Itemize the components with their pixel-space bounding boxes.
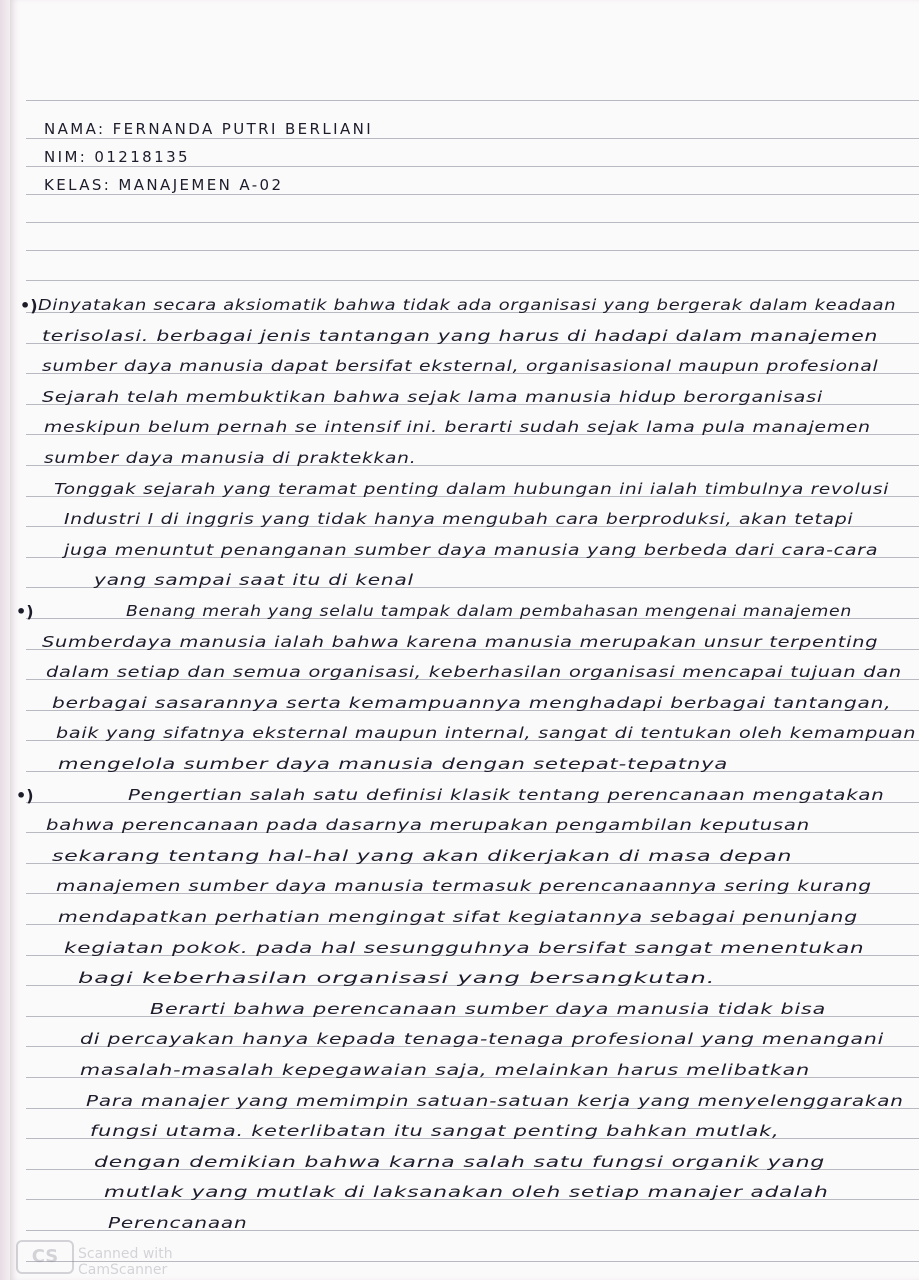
student-name: NAMA: FERNANDA PUTRI BERLIANI (44, 120, 374, 138)
student-nim: NIM: 01218135 (44, 148, 190, 166)
notebook-page (10, 0, 919, 1280)
ruled-line (26, 100, 919, 101)
text-line: manajemen sumber daya manusia termasuk perencanaannya sering kurang (56, 877, 872, 895)
text-line: yang sampai saat itu di kenal (94, 571, 414, 589)
bullet-marker: •) (20, 296, 38, 315)
text-line: dalam setiap dan semua organisasi, keberhasilan organisasi mencapai tujuan dan (46, 663, 902, 681)
ruled-line (26, 194, 919, 195)
text-line: masalah-masalah kepegawaian saja, melainkan harus melibatkan (80, 1061, 810, 1079)
student-class: KELAS: MANAJEMEN A-02 (44, 176, 284, 194)
text-line: mutlak yang mutlak di laksanakan oleh setiap manajer adalah (104, 1183, 829, 1201)
bullet-marker: •) (16, 786, 34, 805)
camscanner-logo: CS (16, 1240, 74, 1274)
text-line: Perencanaan (108, 1214, 248, 1232)
watermark-text: Scanned with CamScanner (78, 1246, 173, 1278)
text-line: sumber daya manusia di praktekkan. (44, 449, 417, 467)
ruled-line (26, 138, 919, 139)
text-line: juga menuntut penanganan sumber daya manusia yang berbeda dari cara-cara (64, 541, 879, 559)
text-line: Berarti bahwa perencanaan sumber daya manusia tidak bisa (150, 1000, 827, 1018)
text-line: bahwa perencanaan pada dasarnya merupakan pengambilan keputusan (46, 816, 810, 834)
text-line: kegiatan pokok. pada hal sesungguhnya bersifat sangat menentukan (64, 939, 865, 957)
text-line: Pengertian salah satu definisi klasik tentang perencanaan mengatakan (128, 786, 885, 804)
ruled-line (26, 166, 919, 167)
text-line: terisolasi. berbagai jenis tantangan yang harus di hadapi dalam manajemen (42, 327, 879, 345)
text-line: Benang merah yang selalu tampak dalam pembahasan mengenai manajemen (126, 602, 852, 620)
text-line: Sejarah telah membuktikan bahwa sejak lama manusia hidup berorganisasi (42, 388, 823, 406)
text-line: bagi keberhasilan organisasi yang bersangkutan. (78, 969, 716, 987)
text-line: mendapatkan perhatian mengingat sifat kegiatannya sebagai penunjang (58, 908, 858, 926)
page-edge (0, 0, 10, 1280)
text-line: Tonggak sejarah yang teramat penting dalam hubungan ini ialah timbulnya revolusi (54, 480, 890, 498)
text-line: dengan demikian bahwa karna salah satu fungsi organik yang (94, 1153, 826, 1171)
text-line: baik yang sifatnya eksternal maupun internal, sangat di tentukan oleh kemampuan (56, 724, 917, 742)
text-line: Industri I di inggris yang tidak hanya mengubah cara berproduksi, akan tetapi (64, 510, 854, 528)
scanner-watermark (16, 1234, 216, 1278)
text-line: Sumberdaya manusia ialah bahwa karena manusia merupakan unsur terpenting (42, 633, 879, 651)
ruled-line (26, 250, 919, 251)
bullet-marker: •) (16, 602, 34, 621)
ruled-line (26, 222, 919, 223)
text-line: mengelola sumber daya manusia dengan setepat-tepatnya (58, 755, 729, 773)
ruled-line (26, 280, 919, 281)
text-line: sumber daya manusia dapat bersifat eksternal, organisasional maupun profesional (42, 357, 879, 375)
text-line: meskipun belum pernah se intensif ini. berarti sudah sejak lama pula manajemen (44, 418, 871, 436)
text-line: berbagai sasarannya serta kemampuannya menghadapi berbagai tantangan, (52, 694, 892, 712)
text-line: Para manajer yang memimpin satuan-satuan kerja yang menyelenggarakan (86, 1092, 904, 1110)
text-line: fungsi utama. keterlibatan itu sangat penting bahkan mutlak, (90, 1122, 780, 1140)
text-line: di percayakan hanya kepada tenaga-tenaga profesional yang menangani (80, 1030, 885, 1048)
text-line: Dinyatakan secara aksiomatik bahwa tidak ada organisasi yang bergerak dalam keadaan (38, 296, 897, 314)
text-line: sekarang tentang hal-hal yang akan dikerjakan di masa depan (52, 847, 793, 865)
